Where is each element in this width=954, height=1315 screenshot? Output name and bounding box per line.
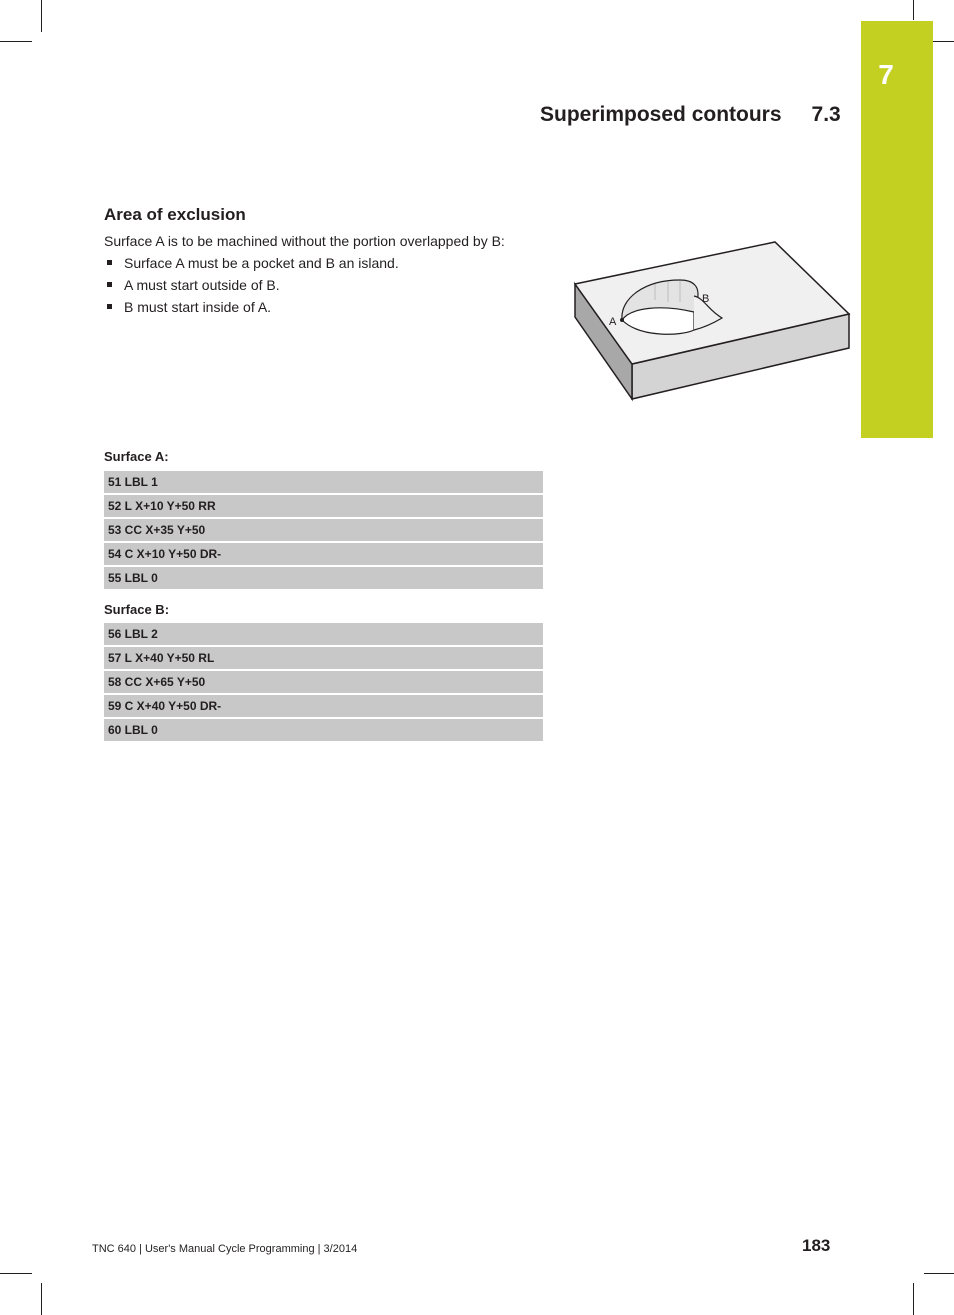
- header-section-number: 7.3: [811, 103, 841, 126]
- crop-mark: [924, 1273, 954, 1274]
- code-line: 51 LBL 1: [104, 471, 543, 493]
- bullet-text: B must start inside of A.: [124, 299, 272, 315]
- table-row: [104, 695, 543, 717]
- chapter-number: 7: [878, 59, 894, 90]
- crop-mark: [913, 0, 914, 20]
- bullet-square-icon: [107, 282, 112, 287]
- code-line: 56 LBL 2: [104, 623, 543, 645]
- crop-mark: [41, 1283, 42, 1315]
- surface-a-label: Surface A:: [104, 449, 169, 464]
- bullet-text: A must start outside of B.: [124, 277, 280, 293]
- bullet-square-icon: [107, 304, 112, 309]
- table-row: [104, 647, 543, 669]
- table-row: [104, 567, 543, 589]
- header-title: Superimposed contours: [540, 103, 782, 126]
- table-row: [104, 543, 543, 565]
- code-line: 57 L X+40 Y+50 RL: [104, 647, 543, 669]
- table-row: [104, 495, 543, 517]
- table-row: [104, 671, 543, 693]
- chapter-tab: [861, 21, 933, 438]
- page-header: [540, 103, 841, 127]
- crop-mark: [0, 41, 32, 42]
- crop-mark: [913, 1283, 914, 1315]
- bullet-list: [104, 255, 399, 321]
- label-a: A: [609, 316, 617, 328]
- code-line: 53 CC X+35 Y+50: [104, 519, 543, 541]
- exclusion-illustration: [570, 238, 855, 403]
- bullet-text: Surface A must be a pocket and B an island.: [124, 255, 399, 271]
- table-row: [104, 519, 543, 541]
- list-item: [104, 277, 399, 299]
- table-row: [104, 471, 543, 493]
- table-row: [104, 623, 543, 645]
- code-line: 58 CC X+65 Y+50: [104, 671, 543, 693]
- bullet-square-icon: [107, 260, 112, 265]
- list-item: [104, 299, 399, 321]
- code-line: 60 LBL 0: [104, 719, 543, 741]
- crop-mark: [41, 0, 42, 32]
- list-item: [104, 255, 399, 277]
- code-line: 52 L X+10 Y+50 RR: [104, 495, 543, 517]
- surface-a-program: [104, 469, 543, 591]
- surface-b-label: Surface B:: [104, 602, 170, 617]
- table-row: [104, 719, 543, 741]
- surface-b-program: [104, 621, 543, 743]
- crop-mark: [0, 1273, 32, 1274]
- code-line: 55 LBL 0: [104, 567, 543, 589]
- section-heading: Area of exclusion: [104, 205, 246, 224]
- label-b: B: [702, 293, 710, 305]
- crop-mark: [933, 41, 954, 42]
- page-number: 183: [802, 1236, 831, 1255]
- intro-text: Surface A is to be machined without the portion overlapped by B:: [104, 233, 505, 249]
- code-line: 54 C X+10 Y+50 DR-: [104, 543, 543, 565]
- footer-text: TNC 640 | User's Manual Cycle Programming | 3/2014: [92, 1243, 358, 1255]
- start-point-a: [620, 318, 624, 322]
- code-line: 59 C X+40 Y+50 DR-: [104, 695, 543, 717]
